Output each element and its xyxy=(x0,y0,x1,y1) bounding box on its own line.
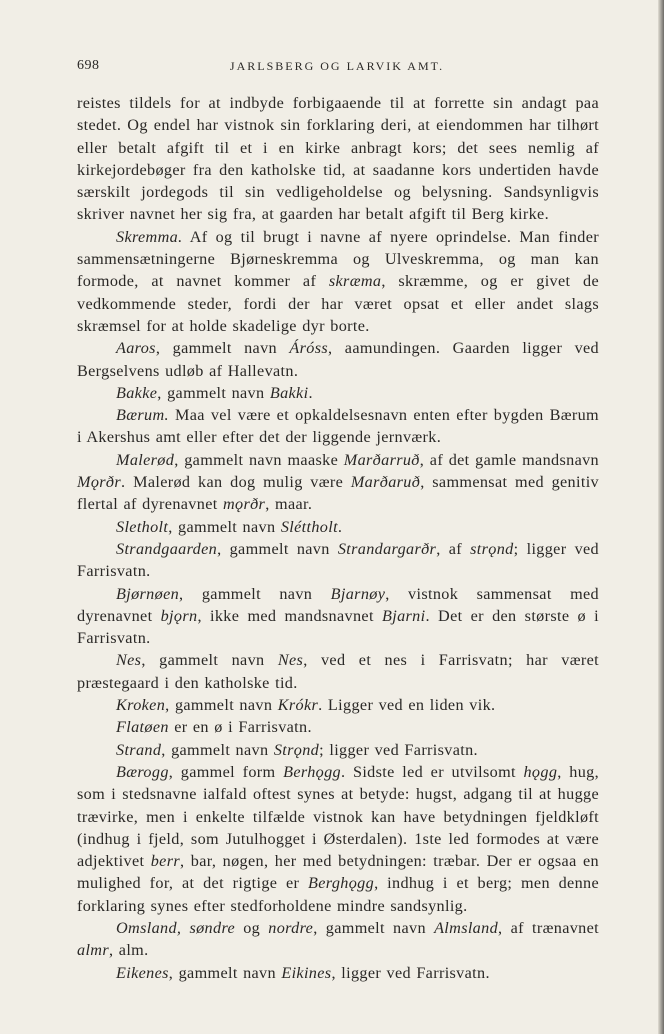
text-run: , gammelt navn xyxy=(179,584,331,603)
italic-term: mǫrðr xyxy=(222,495,266,514)
italic-term: Strand xyxy=(116,740,162,759)
italic-term: strǫnd xyxy=(470,539,514,558)
italic-term: hǫgg xyxy=(523,762,558,781)
italic-term: skræma xyxy=(328,272,382,291)
paragraph xyxy=(77,962,599,984)
text-run: er en ø i Farrisvatn. xyxy=(168,718,312,737)
italic-term: Strǫnd xyxy=(273,740,320,759)
italic-term: Mǫrðr xyxy=(77,473,122,492)
text-run: , ikke med mandsnavnet xyxy=(197,606,382,625)
text-run: reistes tildels for at indbyde forbigaaende til at forrette sin andagt paa stedet. Og endel har vistnok sin forklaring deri, at eiendommen har tilhørt eller betalt afgift til et i en kirke anbragt kors; det sees nemlig af kirkejordebøger fra den katholske tid, at saadanne kors undertiden havde særskilt jordegods til sin vedligeholdelse og belysning. Sandsynligvis skriver navnet her sig fra, at gaarden har betalt afgift til Berg kirke. xyxy=(77,94,599,224)
text-run: , aamundingen. Gaarden ligger ved Bergselvens udløb af Hallevatn. xyxy=(77,339,599,380)
paragraph xyxy=(77,404,599,449)
page-edge-shadow xyxy=(658,0,664,1034)
italic-term: Marðaruð xyxy=(350,473,421,492)
text-run: , gammelt navn maaske xyxy=(174,450,344,469)
page-header xyxy=(77,58,597,74)
text-run: , skræmme, og er givet de vedkommende steder, fordi der har været opsat et eller andet slags skræmsel for at holde skadelige dyr borte. xyxy=(77,272,599,335)
paragraph xyxy=(77,917,599,962)
text-run: , gammelt navn xyxy=(155,339,290,358)
italic-term: Berhǫgg xyxy=(283,762,341,781)
paragraph xyxy=(77,337,599,382)
italic-term: Marðarruð xyxy=(343,450,420,469)
italic-term: Bærum. xyxy=(116,406,169,425)
text-run: , gammelt navn xyxy=(141,651,278,670)
text-run: , vistnok sammensat med dyrenavnet xyxy=(77,584,599,625)
italic-term: Bakki xyxy=(269,383,309,402)
italic-term: Nes xyxy=(116,651,142,670)
text-run: , gammelt navn xyxy=(168,963,282,982)
paragraph xyxy=(77,226,599,337)
text-run: . Malerød kan dog mulig være xyxy=(121,473,351,492)
italic-term: bjǫrn xyxy=(160,606,198,625)
italic-term: Bjarni xyxy=(381,606,426,625)
paragraph xyxy=(77,739,599,761)
running-title: JARLSBERG OG LARVIK AMT. xyxy=(229,59,445,73)
italic-term: Almsland xyxy=(434,918,499,937)
text-run: , alm. xyxy=(108,941,149,960)
italic-term: Aaros xyxy=(116,339,156,358)
italic-term: Eikines xyxy=(281,963,332,982)
italic-term: Bærogg xyxy=(116,762,169,781)
paragraph xyxy=(77,583,599,650)
italic-term: Kroken xyxy=(116,696,166,715)
italic-term: Krókr xyxy=(277,696,319,715)
italic-term: Malerød xyxy=(116,450,175,469)
italic-term: Áróss xyxy=(289,339,329,358)
text-run: , af xyxy=(436,539,471,558)
text-run: , gammelt navn xyxy=(165,696,278,715)
body-text xyxy=(77,92,599,984)
italic-term: Strandgaarden xyxy=(116,539,218,558)
paragraph-continued xyxy=(77,92,599,226)
paragraph xyxy=(77,649,599,694)
paragraph xyxy=(77,694,599,716)
text-run: og xyxy=(235,918,269,937)
italic-term: Eikenes xyxy=(116,963,169,982)
italic-term: Sléttholt xyxy=(280,517,338,536)
text-run: , indhug i et berg; men denne forklaring synes efter stedforholdene mindre sandsynlig. xyxy=(77,874,599,915)
italic-term: Sletholt xyxy=(116,517,169,536)
italic-term: almr xyxy=(77,941,109,960)
page-number: 698 xyxy=(77,58,100,73)
text-run: , af det gamle mandsnavn xyxy=(419,450,599,469)
italic-term: Skremma. xyxy=(116,227,183,246)
paragraph xyxy=(77,538,599,583)
italic-term: Berghǫgg xyxy=(308,874,375,893)
text-run: . Ligger ved en liden vik. xyxy=(318,696,496,715)
text-run: , bar, nøgen, her med betydningen: træbar. Der er ogsaa en mulighed for, at det rigtige er xyxy=(77,852,599,893)
text-run: , sammensat med genitiv flertal af dyrenavnet xyxy=(77,473,599,514)
italic-term: nordre xyxy=(268,918,314,937)
text-run: , gammelt navn xyxy=(168,517,281,536)
text-run: , gammel form xyxy=(168,762,284,781)
text-run: . xyxy=(337,517,343,536)
italic-term: Bakke xyxy=(116,383,158,402)
text-run: . Det er den største ø i Farrisvatn. xyxy=(77,606,600,648)
italic-term: Flatøen xyxy=(116,718,169,737)
text-run: , gammelt navn xyxy=(157,383,270,402)
italic-term: Bjarnøy xyxy=(330,584,386,603)
paragraph xyxy=(77,382,599,404)
text-run: Maa vel være et opkaldelsesnavn enten efter bygden Bærum i Akershus amt eller efter det der liggende jernværk. xyxy=(77,406,599,447)
text-run: , ligger ved Farrisvatn. xyxy=(331,963,490,982)
text-run: . Sidste led er utvilsomt xyxy=(340,762,524,781)
text-run: , gammelt navn xyxy=(217,539,338,558)
italic-term: Nes xyxy=(277,651,304,670)
text-run: , gammelt navn xyxy=(313,918,435,937)
italic-term: Strandargarðr xyxy=(337,539,437,558)
italic-term: Bjørnøen xyxy=(116,584,180,603)
text-run: ; ligger ved Farrisvatn. xyxy=(77,539,600,581)
italic-term: berr xyxy=(150,852,180,871)
text-run: ; ligger ved Farrisvatn. xyxy=(319,740,478,759)
text-run: , hug, som i stedsnavne ialfald oftest synes at betyde: hugst, adgang til at hugge trævirke, men i enkelte tilfælde vistnok kan have betydningen fjeldkløft (indhug i fjeld, som Jutulhogget i Østerdalen). 1ste led formodes at være adjektivet xyxy=(77,762,599,871)
italic-term: Omsland, søndre xyxy=(116,918,236,937)
text-run: , maar. xyxy=(265,495,313,514)
text-run: , gammelt navn xyxy=(161,740,274,759)
text-run: Af og til brugt i navne af nyere oprindelse. Man finder sammensætningerne Bjørneskremma og Ulveskremma, og man kan formode, at navnet kommer af xyxy=(77,227,599,291)
paragraph xyxy=(77,716,599,738)
paragraph xyxy=(77,761,599,917)
text-run: , af trænavnet xyxy=(498,918,600,937)
paragraph xyxy=(77,516,599,538)
paragraph xyxy=(77,449,599,516)
text-run: . xyxy=(308,383,313,402)
text-run: , ved et nes i Farrisvatn; har været præstegaard i den katholske tid. xyxy=(77,651,599,692)
